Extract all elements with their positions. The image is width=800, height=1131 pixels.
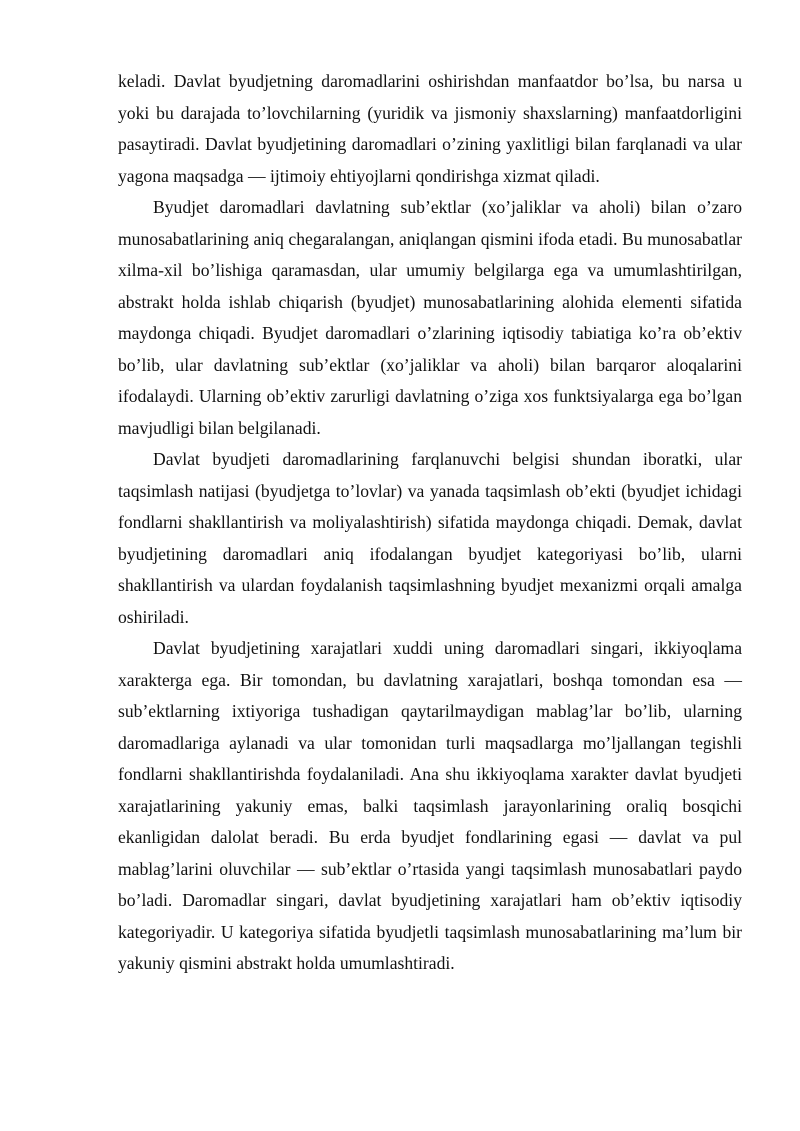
paragraph-2: Byudjet daromadlari davlatning sub’ektlar (xo’jaliklar va aholi) bilan o’zaro munosabatlarining aniq chegaralangan, aniqlangan qismini ifoda etadi. Bu munosabatlar xilma-xil bo’lishiga qaramasdan, ular umumiy belgilarga ega va umumlashtirilgan, abstrakt holda ishlab chiqarish (byudjet) munosabatlarining alohida elementi sifatida maydonga chiqadi. Byudjet daromadlari o’zlarining iqtisodiy tabiatiga ko’ra ob’ektiv bo’lib, ular davlatning sub’ektlar (xo’jaliklar va aholi) bilan barqaror aloqalarini ifodalaydi. Ularning ob’ektiv zarurligi davlatning o’ziga xos funktsiyalarga ega bo’lgan mavjudligi bilan belgilanadi. bbox=[118, 197, 742, 438]
paragraph-1: keladi. Davlat byudjetning daromadlarini oshirishdan manfaatdor bo’lsa, bu narsa u yoki bu darajada to’lovchilarning (yuridik va jismoniy shaxslarning) manfaatdorligini pasaytiradi. Davlat byudjetining daromadlari o’zining yaxlitligi bilan farqlanadi va ular yagona maqsadga — ijtimoiy ehtiyojlarni qondirishga xizmat qiladi. bbox=[118, 71, 742, 186]
paragraph-3: Davlat byudjeti daromadlarining farqlanuvchi belgisi shundan iboratki, ular taqsimlash natijasi (byudjetga to’lovlar) va yanada taqsimlash ob’ekti (byudjet ichidagi fondlarni shakllantirish va moliyalashtirish) sifatida maydonga chiqadi. Demak, davlat byudjetining daromadlari aniq ifodalangan byudjet kategoriyasi bo’lib, ularni shakllantirish va ulardan foydalanish taqsimlashning byudjet mexanizmi orqali amalga oshiriladi. bbox=[118, 449, 742, 627]
document-page bbox=[118, 66, 742, 980]
paragraph-4: Davlat byudjetining xarajatlari xuddi uning daromadlari singari, ikkiyoqlama xarakterga ega. Bir tomondan, bu davlatning xarajatlari, boshqa tomondan esa — sub’ektlarning ixtiyoriga tushadigan qaytarilmaydigan mablag’lar bo’lib, ularning daromadlariga aylanadi va ular tomonidan turli maqsadlarga mo’ljallangan tegishli fondlarni shakllantirishda foydalaniladi. Ana shu ikkiyoqlama xarakter davlat byudjeti xarajatlarining yakuniy emas, balki taqsimlash jarayonlarining oraliq bosqichi ekanligidan dalolat beradi. Bu erda byudjet fondlarining egasi — davlat va pul mablag’larini oluvchilar — sub’ektlar o’rtasida yangi taqsimlash munosabatlari paydo bo’ladi. Daromadlar singari, davlat byudjetining xarajatlari ham ob’ektiv iqtisodiy kategoriyadir. U kategoriya sifatida byudjetli taqsimlash munosabatlarining ma’lum bir yakuniy qismini abstrakt holda umumlashtiradi. bbox=[118, 638, 742, 973]
